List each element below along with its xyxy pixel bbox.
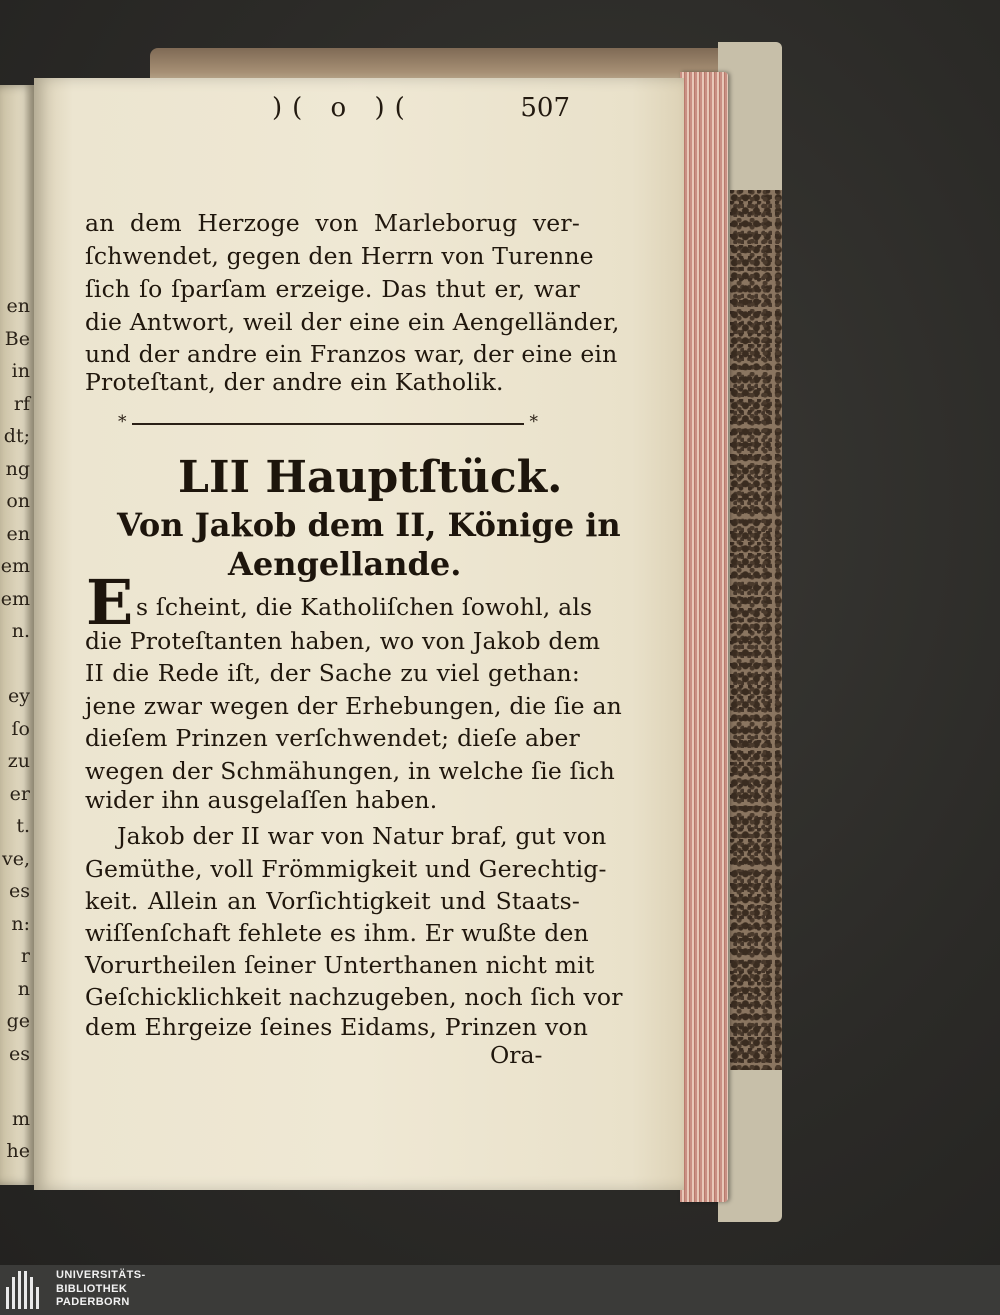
text-line: ſchwendet, gegen den Herrn von Turenne (85, 242, 594, 270)
divider-asterisk-left: * (118, 412, 127, 432)
text-line: II die Rede iſt, der Sache zu viel gethan: (85, 659, 580, 687)
text-line: Gemüthe, voll Frömmigkeit und Gerechtig- (85, 855, 607, 883)
text-line: die Proteſtanten haben, wo von Jakob dem (85, 627, 601, 655)
text-line: wegen der Schmähungen, in welche ſie ſich (85, 757, 615, 785)
catchword: Ora- (490, 1041, 543, 1069)
library-footer (0, 1265, 1000, 1315)
drop-cap: E (86, 566, 134, 639)
text-line: Vorurtheilen ſeiner Unterthanen nicht mit (85, 951, 595, 979)
text-line: wider ihn ausgelaſſen haben. (85, 786, 438, 814)
text-line: an dem Herzoge von Marleborug ver- (85, 209, 580, 237)
chapter-title: LII Hauptſtück. (178, 452, 563, 503)
divider-line (132, 423, 524, 425)
text-line: s ſcheint, die Katholiſchen ſowohl, als (136, 593, 593, 621)
text-line: ſich ſo ſparſam erzeige. Das thut er, war (85, 275, 580, 303)
text-line: jene zwar wegen der Erhebungen, die ſie an (85, 692, 622, 720)
library-logo-icon (6, 1269, 46, 1311)
library-name-line: PADERBORN (56, 1296, 130, 1308)
library-name-line: BIBLIOTHEK (56, 1282, 128, 1295)
text-line: keit. Allein an Vorſichtigkeit und Staats- (85, 887, 580, 915)
text-line: Geſchicklichkeit nachzugeben, noch ſich vor (85, 983, 623, 1011)
chapter-subtitle-continued: Aengellande. (228, 545, 462, 583)
text-line: und der andre ein Franzos war, der eine ein (85, 340, 618, 368)
text-line: Proteſtant, der andre ein Katholik. (85, 368, 504, 396)
divider-asterisk-right: * (529, 412, 538, 432)
library-name[interactable] (56, 1269, 146, 1310)
left-page (0, 85, 34, 1185)
page-number: 507 (520, 93, 570, 123)
running-head (250, 93, 570, 123)
text-line: Jakob der II war von Natur braf, gut von (117, 822, 607, 850)
text-line: dieſem Prinzen verſchwendet; dieſe aber (85, 724, 580, 752)
text-line: dem Ehrgeize ſeines Eidams, Prinzen von (85, 1013, 589, 1041)
section-divider (118, 412, 538, 432)
text-line: wiſſenſchaft fehlete es ihm. Er wußte den (85, 919, 589, 947)
header-ornament: )( o )( (272, 93, 415, 123)
marbled-paper (730, 190, 782, 1070)
left-page-text-fragments: en Be in rf dt; ng on en em em n. ey ſo zu er t. ve, es n: r n ge es m he (0, 295, 30, 1162)
library-name-line: UNIVERSITÄTS- (56, 1269, 146, 1281)
chapter-subtitle: Von Jakob dem II, Könige in (117, 506, 621, 544)
text-line: die Antwort, weil der eine ein Aengelländer, (85, 308, 620, 336)
page-edges (680, 72, 728, 1202)
